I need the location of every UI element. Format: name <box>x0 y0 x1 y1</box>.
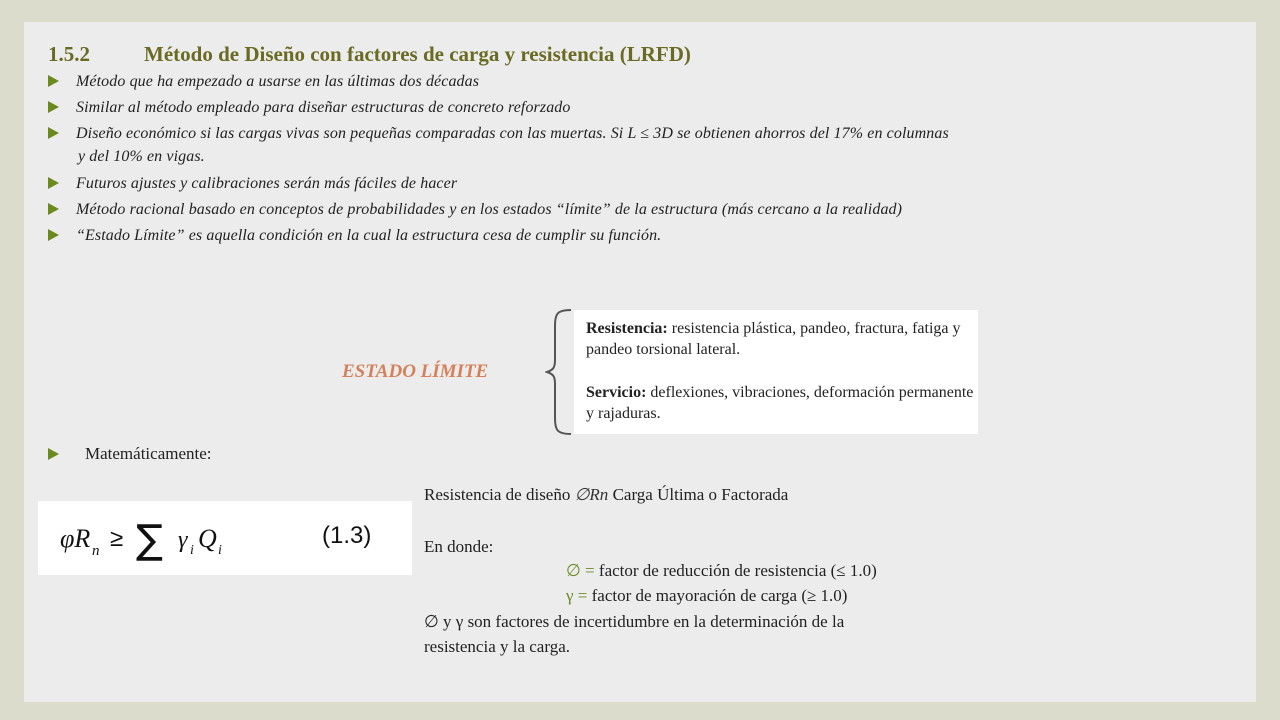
equation-number: (1.3) <box>322 522 372 549</box>
arrow-bullet-icon <box>48 229 59 241</box>
formula-q: Q <box>198 524 217 553</box>
arrow-bullet-icon <box>48 203 59 215</box>
gamma-symbol: γ = <box>566 586 588 605</box>
bullet-text: Diseño económico si las cargas vivas son pequeñas comparadas con las muertas. Si L ≤ 3D se obtienen ahorros del 17% en columnas <box>76 125 949 142</box>
carga-ultima-text: Carga Última o Factorada <box>608 485 789 504</box>
matematicamente-item <box>48 444 212 464</box>
lrfd-formula <box>38 501 412 575</box>
phi-definition <box>566 561 877 581</box>
arrow-bullet-icon <box>48 177 59 189</box>
arrow-bullet-icon <box>48 75 59 87</box>
formula-gamma-sub: i <box>190 543 194 558</box>
phi-rn-symbol: ∅Rn <box>574 485 609 504</box>
bullet-text: Futuros ajustes y calibraciones serán más fáciles de hacer <box>76 175 458 192</box>
lrfd-formula-image <box>38 501 412 575</box>
incertidumbre-line-1: ∅ y γ son factores de incertidumbre en la determinación de la <box>424 612 845 631</box>
section-number: 1.5.2 <box>48 42 90 66</box>
gamma-text: factor de mayoración de carga (≥ 1.0) <box>587 586 848 605</box>
formula-q-sub: i <box>218 543 222 558</box>
resistencia-definition <box>574 318 978 360</box>
incertidumbre-line-2: resistencia y la carga. <box>424 637 571 656</box>
resistencia-diseno-line <box>424 485 788 505</box>
gamma-definition <box>566 586 847 606</box>
matematicamente-text: Matemáticamente: <box>85 444 212 463</box>
bullet-item <box>48 198 1233 221</box>
bullet-item <box>48 70 1233 93</box>
bullet-item <box>48 96 1233 119</box>
formula-lhs: φR <box>60 524 91 553</box>
arrow-bullet-icon <box>48 448 59 460</box>
formula-gamma: γ <box>178 527 188 553</box>
bullet-text: Similar al método empleado para diseñar estructuras de concreto reforzado <box>76 99 571 116</box>
resistencia-label: Resistencia: <box>586 320 668 337</box>
estado-limite-label: ESTADO LÍMITE <box>342 361 489 382</box>
servicio-text: deflexiones, vibraciones, deformación permanente y rajaduras. <box>586 384 974 422</box>
resistencia-diseno-text: Resistencia de diseño <box>424 485 575 504</box>
slide-title <box>48 42 691 67</box>
en-donde-label: En donde: <box>424 537 494 556</box>
formula-sum: ∑ <box>136 517 163 563</box>
bullet-item <box>48 122 1233 168</box>
bullet-text: Método racional basado en conceptos de probabilidades y en los estados “límite” de la estructura (más cercano a la realidad) <box>76 201 903 218</box>
bullet-item <box>48 224 1233 247</box>
bullet-text: Método que ha empezado a usarse en las últimas dos décadas <box>76 73 480 90</box>
formula-lhs-sub: n <box>92 543 100 559</box>
bullet-item <box>48 172 1233 195</box>
resistencia-text: resistencia plástica, pandeo, fractura, fatiga y pandeo torsional lateral. <box>586 320 961 358</box>
arrow-bullet-icon <box>48 101 59 113</box>
estado-limite-definitions <box>574 310 978 434</box>
arrow-bullet-icon <box>48 127 59 139</box>
bullet-text: “Estado Límite” es aquella condición en la cual la estructura cesa de cumplir su función. <box>76 227 662 244</box>
title-text: Método de Diseño con factores de carga y resistencia (LRFD) <box>144 42 691 66</box>
formula-operator: ≥ <box>110 525 124 552</box>
phi-text: factor de reducción de resistencia (≤ 1.0) <box>594 561 877 580</box>
servicio-definition <box>574 382 978 424</box>
bullet-text-continuation: y del 10% en vigas. <box>78 148 205 165</box>
servicio-label: Servicio: <box>586 384 647 401</box>
curly-brace-icon <box>545 308 575 436</box>
phi-symbol: ∅ = <box>566 561 595 580</box>
